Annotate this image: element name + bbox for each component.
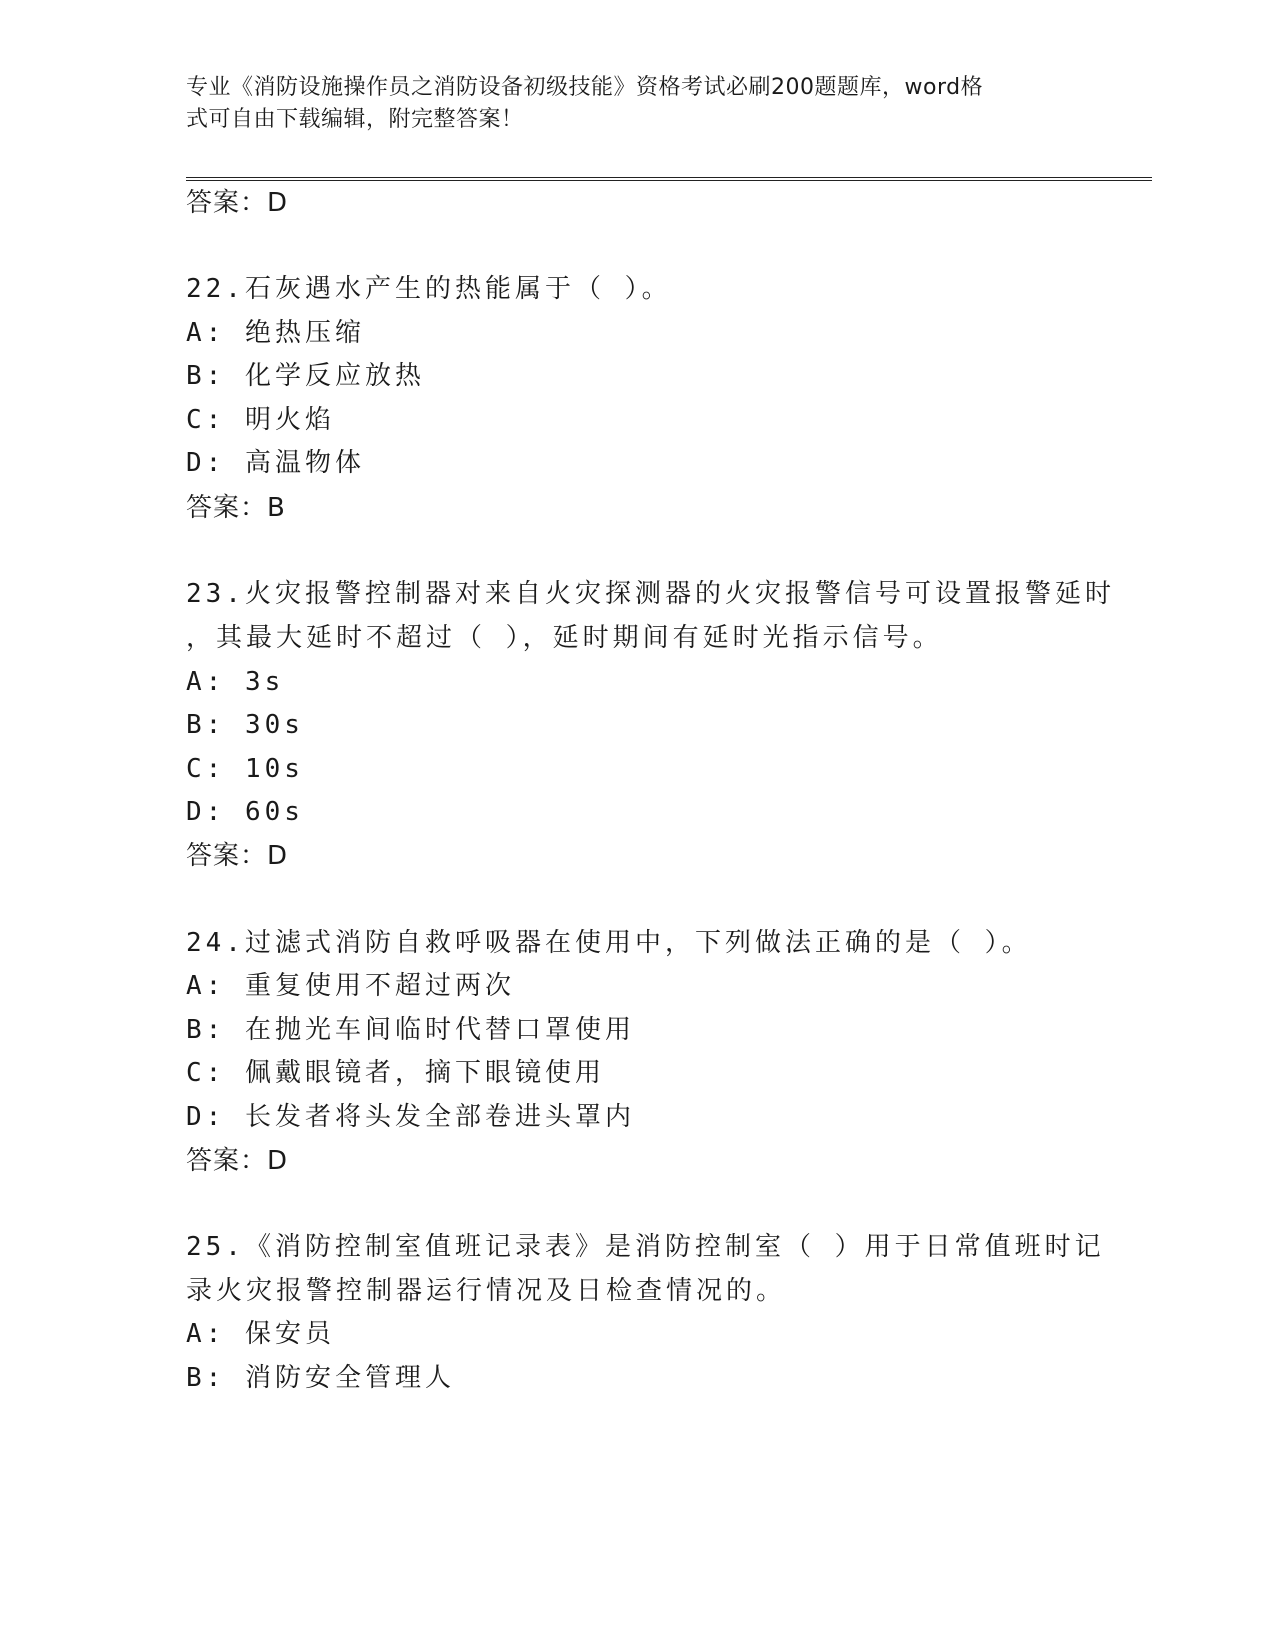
question-24-stem: 24.过滤式消防自救呼吸器在使用中，下列做法正确的是（ ）。 <box>186 928 1032 958</box>
answer-q23: 答案：D <box>186 841 289 871</box>
question-23-stem-line-2: ，其最大延时不超过（ ），延时期间有延时光指示信号。 <box>186 623 943 653</box>
question-25-option-b: B: 消防安全管理人 <box>186 1363 455 1393</box>
header-title-line-2: 式可自由下载编辑，附完整答案！ <box>186 107 524 132</box>
document-header <box>186 72 1076 136</box>
question-23-option-a: A: 3s <box>186 667 285 697</box>
question-22-option-d: D: 高温物体 <box>186 448 365 478</box>
answer-q22: 答案：B <box>186 493 286 523</box>
question-23-option-c: C: 10s <box>186 754 304 784</box>
question-24-option-b: B: 在抛光车间临时代替口罩使用 <box>186 1015 635 1045</box>
question-22-option-b: B: 化学反应放热 <box>186 361 425 391</box>
question-23-option-b: B: 30s <box>186 710 304 740</box>
header-title-line-1: 专业《消防设施操作员之消防设备初级技能》资格考试必刷200题题库，word格 <box>186 75 984 100</box>
question-25-option-a: A: 保安员 <box>186 1319 335 1349</box>
answer-q24: 答案：D <box>186 1146 289 1176</box>
question-25-stem-line-1: 25.《消防控制室值班记录表》是消防控制室（ ）用于日常值班时记 <box>186 1232 1105 1262</box>
question-23-option-d: D: 60s <box>186 797 304 827</box>
question-22-option-c: C: 明火焰 <box>186 405 335 435</box>
question-24-option-c: C: 佩戴眼镜者，摘下眼镜使用 <box>186 1058 605 1088</box>
answer-q21: 答案：D <box>186 188 289 218</box>
question-22-option-a: A: 绝热压缩 <box>186 318 365 348</box>
question-24-option-a: A: 重复使用不超过两次 <box>186 971 515 1001</box>
header-divider <box>186 177 1152 181</box>
question-23-stem-line-1: 23.火灾报警控制器对来自火灾探测器的火灾报警信号可设置报警延时 <box>186 579 1115 609</box>
question-25-stem-line-2: 录火灾报警控制器运行情况及日检查情况的。 <box>186 1276 787 1306</box>
question-24-option-d: D: 长发者将头发全部卷进头罩内 <box>186 1102 635 1132</box>
question-22-stem: 22.石灰遇水产生的热能属于（ ）。 <box>186 274 672 304</box>
